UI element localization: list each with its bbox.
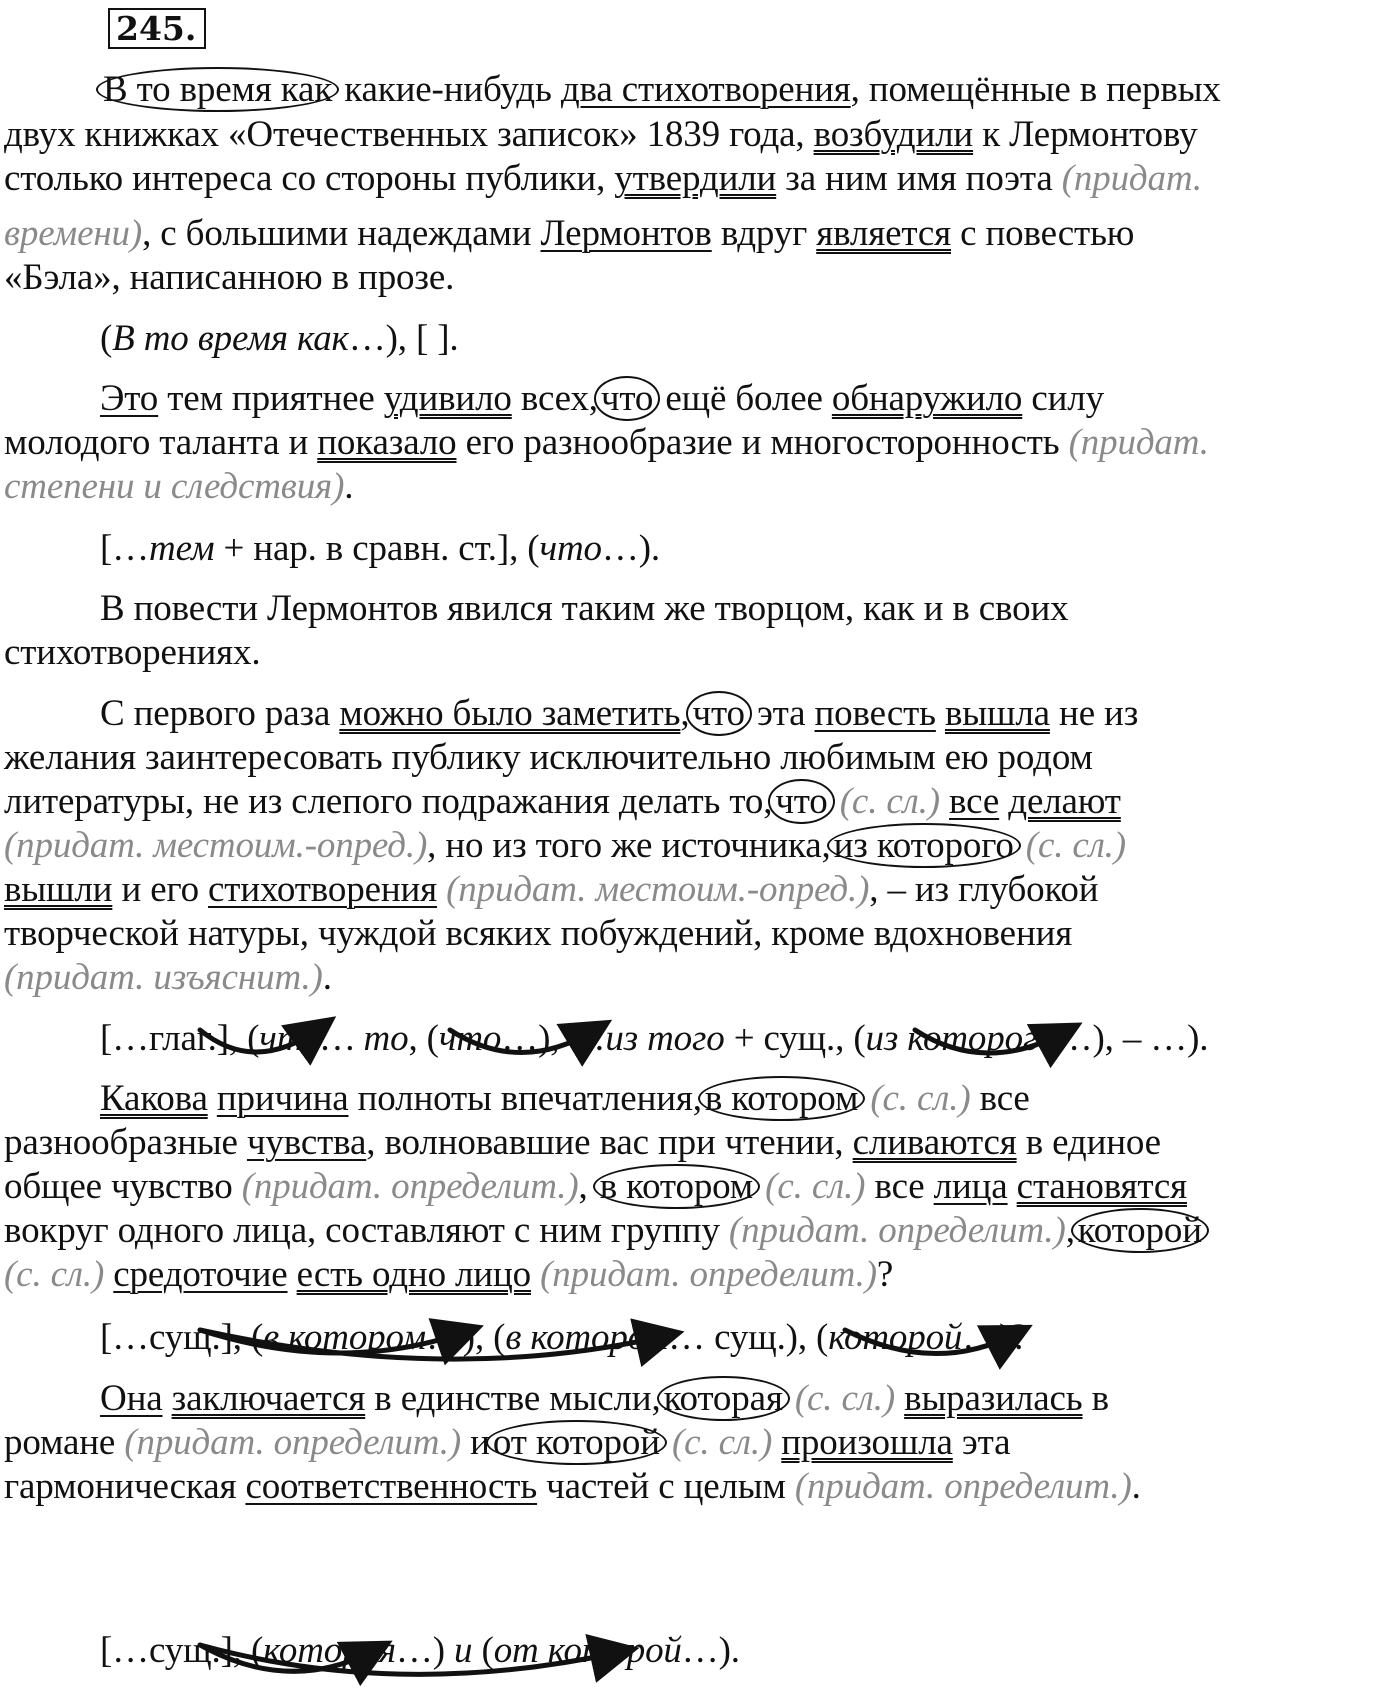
predicate: становятся xyxy=(1016,1166,1188,1207)
scheme-line: (В то время как…), [ ]. xyxy=(100,318,459,359)
clause-note: (с. сл.) xyxy=(861,1078,971,1119)
conjunction-circled: в котором xyxy=(593,1164,760,1209)
arrow-6 xyxy=(845,1330,1015,1354)
subject: лица xyxy=(933,1166,1008,1207)
subject: стихотворения xyxy=(208,869,438,910)
conjunction-circled: В то время как xyxy=(96,67,339,112)
text-line: Какова причина полноты впечатления,в котором (с. сл.) все xyxy=(100,1078,1030,1119)
subject: чувства xyxy=(246,1122,367,1163)
text-line: степени и следствия). xyxy=(4,466,354,507)
predicate: показало xyxy=(317,422,457,463)
exercise-number: 245. xyxy=(108,8,206,49)
text-line: (с. сл.) средоточие есть одно лицо (придат. определит.)? xyxy=(4,1254,894,1295)
text-line: вышли и его стихотворения (придат. местоим.-опред.), – из глубокой xyxy=(4,869,1099,910)
predicate: произошла xyxy=(781,1422,953,1463)
conjunction-circled: которая xyxy=(657,1376,790,1421)
text-line: В то время как какие-нибудь два стихотворения, помещённые в первых xyxy=(100,69,1221,111)
text-line: молодого таланта и показало его разнообразие и многосторонность (придат. xyxy=(4,422,1209,463)
text-line: (придат. изъяснит.). xyxy=(4,957,332,998)
text-line: С первого раза можно было заметить,что эта повесть вышла не из xyxy=(100,693,1139,734)
subject: все xyxy=(949,781,1000,822)
text-line: Она заключается в единстве мысли,которая (с. сл.) выразилась в xyxy=(100,1378,1109,1419)
conjunction-circled: в котором xyxy=(698,1076,865,1121)
arrow-2 xyxy=(450,1030,595,1053)
predicate: делают xyxy=(1008,781,1121,822)
conjunction-circled: которой xyxy=(1071,1208,1209,1253)
predicate: выразилась xyxy=(904,1378,1083,1419)
scheme-line: […сущ.], (в котором…), (в котором… сущ.), (которой…)? xyxy=(100,1317,1028,1358)
subject: повесть xyxy=(814,693,936,734)
arrow-7 xyxy=(200,1645,375,1671)
text-line: вокруг одного лица, составляют с ним группу (придат. определит.),которой xyxy=(4,1210,1205,1252)
arrow-4 xyxy=(200,1330,465,1353)
clause-note: (с. сл.) xyxy=(785,1378,896,1419)
clause-note: степени и следствия) xyxy=(4,466,345,507)
text-line: стихотворениях. xyxy=(4,632,261,673)
text-line: желания заинтересовать публику исключительно любимым ею родом xyxy=(4,737,1093,778)
clause-note: (с. сл.) xyxy=(756,1166,866,1207)
clause-note: (с. сл.) xyxy=(830,781,940,822)
text-line: Это тем приятнее удивило всех,что ещё более обнаружило силу xyxy=(100,378,1104,419)
text-line: творческой натуры, чуждой всяких побуждений, кроме вдохновения xyxy=(4,913,1073,954)
predicate: заключается xyxy=(171,1378,366,1419)
text-line: двух книжках «Отечественных записок» 1839 года, возбудили к Лермонтову xyxy=(4,114,1198,155)
arrow-1 xyxy=(200,1028,320,1052)
text-line: В повести Лермонтов явился таким же творцом, как и в своих xyxy=(100,588,1069,629)
text-line: общее чувство (придат. определит.), в котором (с. сл.) все лица становятся xyxy=(4,1166,1188,1207)
conjunction-circled: что xyxy=(768,779,834,824)
clause-note: времени) xyxy=(4,213,143,254)
subject: Лермонтов xyxy=(540,213,712,254)
predicate: утвердили xyxy=(614,158,777,199)
subject: два стихотворения xyxy=(560,69,851,110)
text-line: столько интереса со стороны публики, утвердили за ним имя поэта (придат. xyxy=(4,158,1202,199)
clause-note: (с. сл.) xyxy=(4,1254,105,1295)
clause-note: (придат. xyxy=(1061,158,1202,199)
subject: Это xyxy=(100,378,159,419)
predicate: является xyxy=(816,213,952,254)
text-line: литературы, не из слепого подражания делать то,что (с. сл.) все делают xyxy=(4,781,1121,822)
predicate: Какова xyxy=(100,1078,208,1119)
clause-note: (придат. определит.) xyxy=(124,1422,462,1463)
scheme-line: […сущ.], (которая…) и (от которой…). xyxy=(100,1630,740,1671)
clause-note: (придат. xyxy=(1068,422,1209,463)
predicate: вышли xyxy=(4,869,113,910)
clause-note: (придат. определит.) xyxy=(241,1166,579,1207)
scheme-line: […тем + нар. в сравн. ст.], (что…). xyxy=(100,528,660,569)
clause-note: (придат. определит.) xyxy=(794,1466,1132,1507)
conjunction-circled: что xyxy=(686,691,752,736)
arrow-3 xyxy=(915,1030,1065,1053)
clause-note: (с. сл.) xyxy=(1016,825,1126,866)
text-line: разнообразные чувства, волновавшие вас при чтении, сливаются в единое xyxy=(4,1122,1161,1163)
clause-note: (придат. определит.) xyxy=(540,1254,877,1295)
text-line: гармоническая соответственность частей с целым (придат. определит.). xyxy=(4,1466,1141,1507)
predicate: возбудили xyxy=(813,114,974,155)
subject: Она xyxy=(100,1378,163,1419)
arrow-5 xyxy=(200,1330,665,1359)
predicate: вышла xyxy=(944,693,1050,734)
predicate: можно было заметить xyxy=(339,693,681,734)
predicate: удивило xyxy=(383,378,512,419)
conjunction-circled: от которой xyxy=(486,1420,667,1465)
text-line: «Бэла», написанною в прозе. xyxy=(4,257,455,298)
text-line: времени), с большими надеждами Лермонтов вдруг является с повестью xyxy=(4,213,1135,254)
clause-note: (придат. местоим.-опред.) xyxy=(4,825,428,866)
clause-note: (придат. определит.) xyxy=(728,1210,1066,1251)
predicate: сливаются xyxy=(852,1122,1017,1163)
text-line: романе (придат. определит.) иот которой (с. сл.) произошла эта xyxy=(4,1422,1011,1463)
conjunction-circled: из которого xyxy=(827,823,1021,868)
clause-note: (придат. местоим.-опред.) xyxy=(437,869,870,910)
predicate: обнаружило xyxy=(831,378,1023,419)
scheme-line: […глаг.], (что… то, (что…), …из того + сущ., (из которого…), – …). xyxy=(100,1018,1209,1059)
conjunction-circled: что xyxy=(594,376,660,421)
clause-note: (с. сл.) xyxy=(662,1422,773,1463)
subject: средоточие xyxy=(113,1254,288,1295)
subject: причина xyxy=(216,1078,349,1119)
predicate: есть одно лицо xyxy=(296,1254,531,1295)
subject: соответственность xyxy=(245,1466,538,1507)
text-line: (придат. местоим.-опред.), но из того же источника,из которого (с. сл.) xyxy=(4,825,1126,866)
clause-note: (придат. изъяснит.) xyxy=(4,957,323,998)
